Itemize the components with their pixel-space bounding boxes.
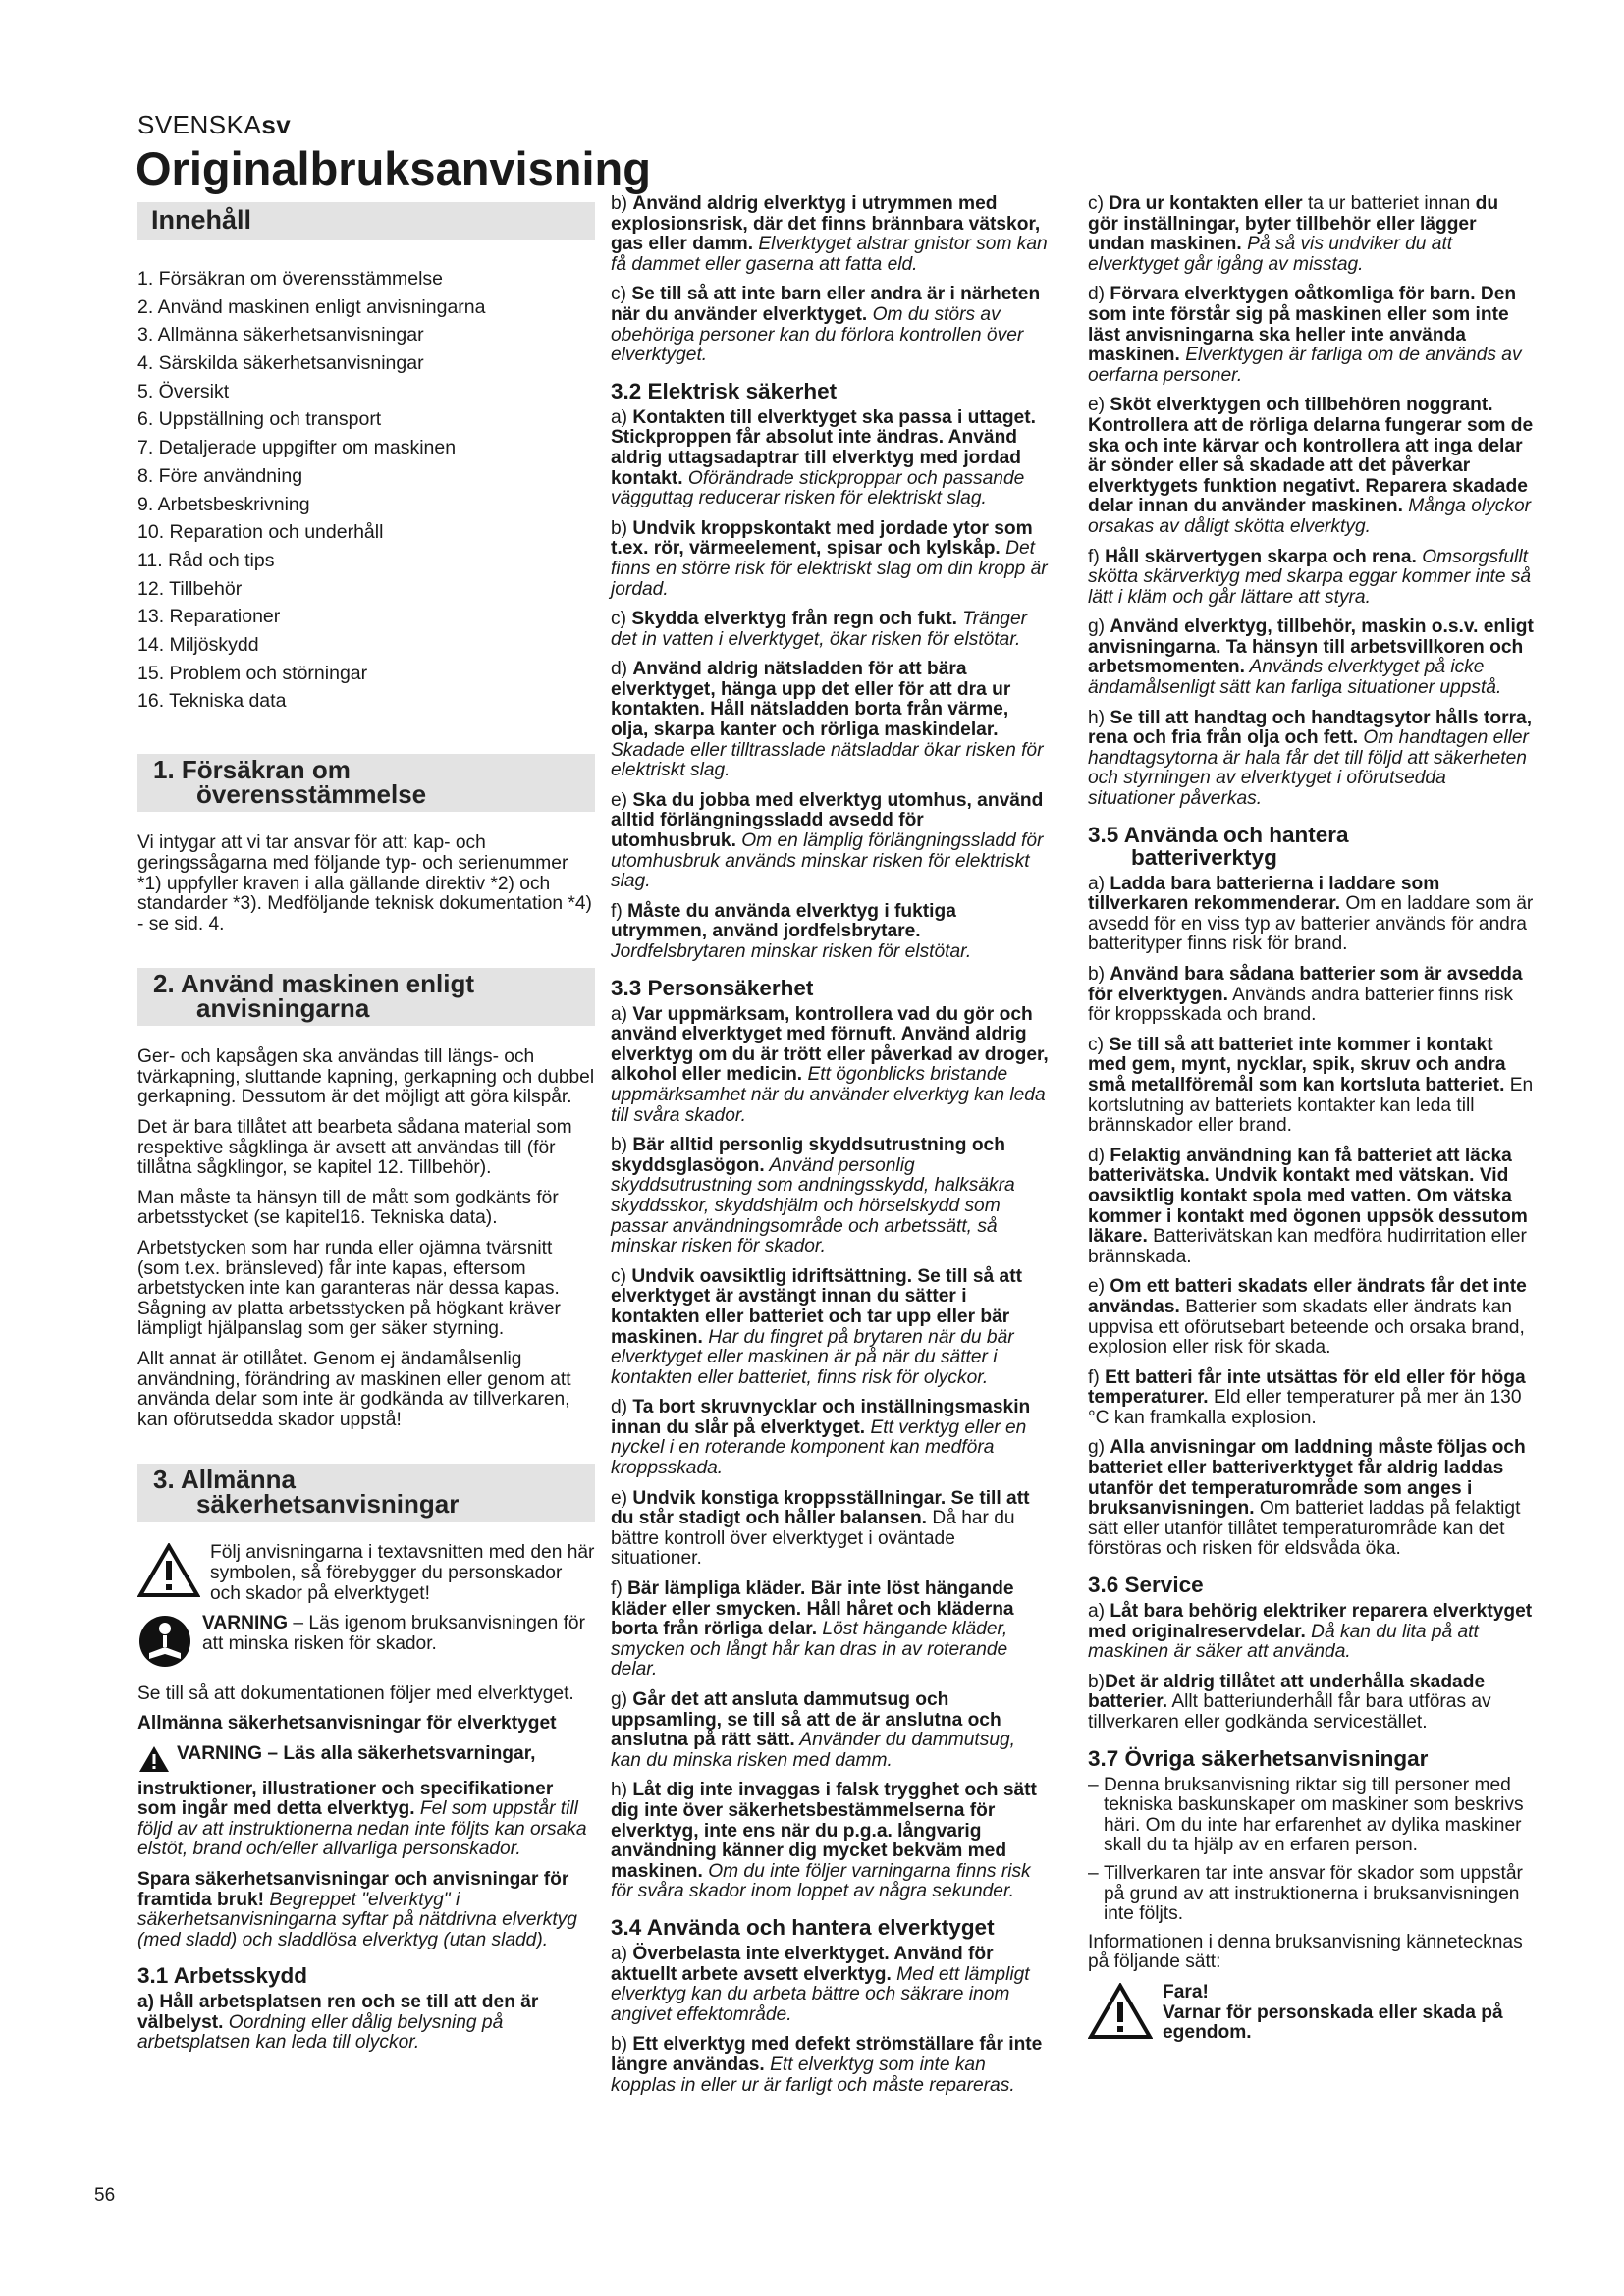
s36-a: a) Låt bara behörig elektriker reparera elverktyget med originalreservdelar. Då kan du lita på att maskinen är säker att använda. xyxy=(1088,1601,1533,1663)
s34-a: a) Överbelasta inte elverktyget. Använd för aktuellt arbete avsett elverktyg. Med ett lämpligt elverktyg kan du arbeta bättre och säkrare inom angivet effektområde. xyxy=(611,1943,1030,2025)
toc-item[interactable]: 3. Allmänna säkerhetsanvisningar xyxy=(137,324,424,347)
s34-d: d) Förvara elverktygen oåtkomliga för barn. Den som inte förstår sig på maskinen eller som inte läst anvisningarna ska heller inte använda maskinen. Elverktygen är farliga om de används av oerfarna personer. xyxy=(1088,284,1522,386)
s32-c: c) Skydda elverktyg från regn och fukt. Tränger det in vatten i elverktyget, ökar risken för elstötar. xyxy=(611,609,1028,650)
s31-a: a) Håll arbetsplatsen ren och se till att den är välbelyst. Oordning eller dålig belysning på arbetsplatsen kan leda till olyckor. xyxy=(137,1992,539,2054)
warning-note: Följ anvisningarna i textavsnitten med den här symbolen, så förebygger du personskador och skador på elverktyget! xyxy=(137,1543,595,1604)
toc-item[interactable]: 2. Använd maskinen enligt anvisningarna xyxy=(137,295,486,318)
s32-d: d) Använd aldrig nätsladden för att bära elverktyget, hänga upp det eller för att dra ur kontakten. Håll nätsladden borta från värme, olja, skarpa kanter och rörliga maskindelar. Skadade eller tilltrasslade nätsladdar ökar risken för elektriskt slag. xyxy=(611,659,1044,781)
section-2-p2: Det är bara tillåtet att bearbeta sådana material som respektive sågklinga är avsett att användas till (för tillåtna sågklingor, se kapitel 12. Tillbehör). xyxy=(137,1117,572,1179)
toc-item[interactable]: 4. Särskilda säkerhetsanvisningar xyxy=(137,352,424,375)
s31-c: c) Se till så att inte barn eller andra är i närheten när du använder elverktyget. Om du störs av obehöriga personer kan du förlora kontrollen över elverktyget. xyxy=(611,284,1041,366)
subsection-3-6: 3.6 Service xyxy=(1088,1573,1204,1598)
toc-heading: Innehåll xyxy=(137,202,595,240)
list-item: – Denna bruksanvisning riktar sig till personer med tekniska baskunskaper om maskiner som beskrivs häri. Om du inte har erfarenhet av dylika maskiner skall du ta hjälp av en erfaren person. xyxy=(1088,1774,1524,1856)
s32-f: f) Måste du använda elverktyg i fuktiga utrymmen, använd jordfelsbrytare. Jordfelsbrytaren minskar risken för elstötar. xyxy=(611,900,972,962)
s32-e: e) Ska du jobba med elverktyg utomhus, använd alltid förlängningssladd avsedd för utomhusbruk. Om en lämplig förlängningssladd för utomhusbruk används minskar risken för elektriskt slag. xyxy=(611,789,1044,892)
toc-item[interactable]: 6. Uppställning och transport xyxy=(137,408,382,431)
read-manual-note: VARNING – Läs igenom bruksanvisningen för att minska risken för skador. xyxy=(137,1614,595,1675)
section-2-p4: Arbetstycken som har runda eller ojämna tvärsnitt (som t.ex. bränsleved) får inte kapas, eftersom arbetstycken inte kan garanteras när dessa kapas. Sågning av platta arbetsstycken på högkant kräver lämpligt hjälpanslag som ger säker styrning. xyxy=(137,1238,561,1340)
page-title: Originalbruksanvisning xyxy=(135,142,651,194)
warning-all: VARNING – Läs alla säkerhetsvarningar, instruktioner, illustrationer och specifikationer som ingår med detta elverktyg. Fel som uppstår till följd av att instruktionerna nedan inte följts kan orsaka elstöt, brand och/eller allvarliga personskador. xyxy=(137,1742,587,1860)
section-1-text: Vi intygar att vi tar ansvar för att: kap- och geringssågarna med följande typ- och serienummer *1) uppfyller kraven i alla gällande direktiv *2) och standarder *3). Medföljande teknisk dokumentation *4) - se sid. 4. xyxy=(137,832,592,934)
toc-item[interactable]: 16. Tekniska data xyxy=(137,690,287,713)
danger-legend: Fara! Varnar för personskada eller skada på egendom. xyxy=(1088,1983,1534,2046)
s34-g: g) Använd elverktyg, tillbehör, maskin o.s.v. enligt anvisningarna. Ta hänsyn till arbetsvillkoren och arbetsmomenten. Används elverktyget på icke ändamålsenligt sätt kan farliga situationer uppstå. xyxy=(1088,616,1534,699)
toc-item[interactable]: 8. Före användning xyxy=(137,464,303,487)
s33-a: a) Var uppmärksam, kontrollera vad du gör och använd elverktyget med förnuft. Använd aldrig elverktyg om du är trött eller påverkad av droger, alkohol eller medicin. Ett ögonblicks bristande uppmärksamhet när du använder elverktyg kan leda till svåra skador. xyxy=(611,1003,1049,1126)
subsection-3-4: 3.4 Använda och hantera elverktyget xyxy=(611,1914,995,1940)
toc-item[interactable]: 7. Detaljerade uppgifter om maskinen xyxy=(137,437,457,459)
s35-c: c) Se till så att batteriet inte kommer i kontakt med gem, mynt, nycklar, spik, skruv och andra små metallföremål som kan kortsluta batteriet. En kortslutning av batteriets kontakter kan leda till brännskador eller brand. xyxy=(1088,1034,1534,1137)
s31-b: b) Använd aldrig elverktyg i utrymmen med explosionsrisk, där det finns brännbara vätskor, gas eller damm. Elverktyget alstrar gnistor som kan få dammet eller gaserna att fatta eld. xyxy=(611,193,1048,275)
s33-c: c) Undvik oavsiktlig idriftsättning. Se till så att elverktyget är avstängt innan du sätter i kontakten eller batteriet och tar upp eller bär maskinen. Har du fingret på brytaren när du bär elverktyget eller maskinen är på när du sätter i kontakten eller batteriet, finns risk för olyckor. xyxy=(611,1265,1023,1388)
s33-g: g) Går det att ansluta dammutsug och uppsamling, se till så att de är anslutna och anslutna på rätt sätt. Använder du dammutsug, kan du minska risken med damm. xyxy=(611,1689,1015,1771)
s33-e: e) Undvik konstiga kroppsställningar. Se till att du står stadigt och håller balansen. Då har du bättre kontroll över elverktyget i oväntade situationer. xyxy=(611,1487,1030,1570)
s34-b: b) Ett elverktyg med defekt strömställare får inte längre användas. Ett elverktyg som inte kan kopplas in eller ur är farligt och måste repareras. xyxy=(611,2034,1043,2096)
read-manual-icon xyxy=(137,1614,192,1675)
s34-h: h) Se till att handtag och handtagsytor hålls torra, rena och fria från olja och fett. Om handtagen eller handtagsytorna är hala får det till följd att säkerheten och styrningen av elverktyget i oförutsedda situationer påverkas. xyxy=(1088,707,1533,810)
toc-item[interactable]: 10. Reparation och underhåll xyxy=(137,521,384,544)
docs-note: Se till så att dokumentationen följer med elverktyget. xyxy=(137,1682,574,1704)
s35-d: d) Felaktig användning kan få batteriet att läcka batterivätska. Undvik kontakt med vätskan. Vid oavsiktlig kontakt spola med vatten. Om vätska kommer i kontakt med ögonen uppsök dessutom läkare. Batterivätskan kan medföra hudirritation eller brännskada. xyxy=(1088,1145,1528,1267)
page-number: 56 xyxy=(94,2185,116,2206)
toc-item[interactable]: 1. Försäkran om överensstämmelse xyxy=(137,268,444,290)
section-1-heading: 1. Försäkran om överensstämmelse xyxy=(137,754,595,812)
general-safety-title: Allmänna säkerhetsanvisningar för elverktyget xyxy=(137,1713,557,1735)
toc-item[interactable]: 13. Reparationer xyxy=(137,606,281,628)
s33-d: d) Ta bort skruvnycklar och inställningsmaskin innan du slår på elverktyget. Ett verktyg eller en nyckel i en roterande komponent kan medföra kroppsskada. xyxy=(611,1397,1031,1479)
toc-item[interactable]: 14. Miljöskydd xyxy=(137,633,259,656)
s34-f: f) Håll skärvertygen skarpa och rena. Omsorgsfullt skötta skärverktyg med skarpa eggar kommer inte så lätt i kläm och går lättare att styra. xyxy=(1088,546,1532,608)
subsection-3-2: 3.2 Elektrisk säkerhet xyxy=(611,378,838,403)
subsection-3-5: 3.5 Använda och hantera batteriverktyg xyxy=(1088,822,1349,870)
section-3-heading: 3. Allmänna säkerhetsanvisningar xyxy=(137,1464,595,1522)
toc-item[interactable]: 11. Råd och tips xyxy=(137,549,275,571)
warning-triangle-icon xyxy=(1088,1983,1153,2046)
s37-info: Informationen i denna bruksanvisning kännetecknas på följande sätt: xyxy=(1088,1931,1523,1973)
s35-b: b) Använd bara sådana batterier som är avsedda för elverktygen. Används andra batterier finns risk för kroppsskada och brand. xyxy=(1088,964,1523,1026)
warning-triangle-icon xyxy=(137,1543,200,1604)
s35-g: g) Alla anvisningar om laddning måste följas och batteriet eller batteriverktyget får aldrig laddas utanför det temperaturområde som anges i bruksanvisningen. Om batteriet laddas på felaktigt sätt eller utanför tillåtet temperaturområde kan det förstöras och risken för eldsvåda öka. xyxy=(1088,1437,1526,1560)
s33-h: h) Låt dig inte invaggas i falsk trygghet och sätt dig inte över säkerhetsbestämmelserna för elverktyg, inte ens när du p.g.a. långvarig användning känner dig mycket bekväm med maskinen. Om du inte följer varningarna finns risk för svåra skador inom loppet av några sekunder. xyxy=(611,1780,1037,1902)
language-header: SVENSKAsv xyxy=(137,110,292,139)
toc-item[interactable]: 15. Problem och störningar xyxy=(137,662,368,684)
s35-f: f) Ett batteri får inte utsättas för eld eller för höga temperaturer. Eld eller temperaturer på mer än 130 °C kan framkalla explosion. xyxy=(1088,1366,1526,1428)
column-2 xyxy=(611,194,1051,2106)
toc-item[interactable]: 12. Tillbehör xyxy=(137,577,243,600)
section-2-p1: Ger- och kapsågen ska användas till längs- och tvärkapning, sluttande kapning, gerkapning och dubbel gerkapning. Dessutom är det möjligt att göra kilspår. xyxy=(137,1046,595,1108)
subsection-3-7: 3.7 Övriga säkerhetsanvisningar xyxy=(1088,1745,1429,1771)
list-item: – Tillverkaren tar inte ansvar för skador som uppstår på grund av att instruktionerna i bruksanvisningen inte följts. xyxy=(1088,1862,1523,1925)
section-2-p5: Allt annat är otillåtet. Genom ej ändamålsenlig användning, förändring av maskinen eller genom att använda delar som inte är godkända av tillverkaren, kan oförutsedda skador uppstå! xyxy=(137,1349,571,1430)
section-2-p3: Man måste ta hänsyn till de mått som godkänts för arbetsstycket (se kapitel16. Tekniska data). xyxy=(137,1187,559,1229)
subsection-3-1: 3.1 Arbetsskydd xyxy=(137,1963,307,1989)
s33-f: f) Bär lämpliga kläder. Bär inte löst hängande kläder eller smycken. Håll håret och kläderna borta från rörliga delar. Löst hängande kläder, smycken och långt hår kan dras in av roterande delar. xyxy=(611,1578,1014,1681)
toc-item[interactable]: 9. Arbetsbeskrivning xyxy=(137,493,310,515)
warning-small-icon xyxy=(137,1744,171,1780)
s35-e: e) Om ett batteri skadats eller ändrats får det inte användas. Batterier som skadats eller ändrats kan uppvisa ett oförutsebart beteende och orsaka brand, explosion eller risk för skada. xyxy=(1088,1276,1527,1359)
save-instructions: Spara säkerhetsanvisningar och anvisningar för framtida bruk! Begreppet "elverktyg" i säkerhetsanvisningarna syftar på nätdrivna elverktyg (med sladd) och sladdlösa elverktyg (utan sladd). xyxy=(137,1868,577,1950)
subsection-3-3: 3.3 Personsäkerhet xyxy=(611,975,814,1000)
column-1 xyxy=(137,202,595,2063)
s34-e: e) Sköt elverktygen och tillbehören noggrant. Kontrollera att de rörliga delarna fungerar som de ska och inte kärvar och kontrollera att inga delar är sönder eller så skadade att det påverkar elverktygets funktion negativt. Reparera skadade delar innan du använder maskinen. Många olyckor orsakas av dåligt skötta elverktyg. xyxy=(1088,395,1534,537)
column-3 xyxy=(1088,194,1534,2056)
s32-b: b) Undvik kroppskontakt med jordade ytor som t.ex. rör, värmeelement, spisar och kylskåp. Det finns en större risk för elektriskt slag om din kropp är jordad. xyxy=(611,517,1048,600)
toc-list xyxy=(137,269,595,711)
s32-a: a) Kontakten till elverktyget ska passa i uttaget. Stickproppen får absolut inte ändras. Använd aldrig uttagsadaptrar till elverktyg med jordad kontakt. Oförändrade stickproppar och passande vägguttag reducerar risken för elektriskt slag. xyxy=(611,406,1036,509)
s35-a: a) Ladda bara batterierna i laddare som tillverkaren rekommenderar. Om en laddare som är avsedd för en viss typ av batterier används för andra batterityper finns risk för brand. xyxy=(1088,873,1534,955)
s36-b: b)Det är aldrig tillåtet att underhålla skadade batterier. Allt batteriunderhåll får bara utföras av tillverkaren eller godkända servicestället. xyxy=(1088,1671,1491,1733)
s33-b: b) Bär alltid personlig skyddsutrustning och skyddsglasögon. Använd personlig skyddsutrustning som andningsskydd, halksäkra skyddsskor, skyddshjälm och hörselskydd som passar användningsområde och arbetssätt, så minskar risken för skador. xyxy=(611,1135,1015,1257)
s34-c: c) Dra ur kontakten eller ta ur batteriet innan du gör inställningar, byter tillbehör eller lägger undan maskinen. På så vis undviker du att elverktyget går igång av misstag. xyxy=(1088,193,1499,275)
section-2-heading: 2. Använd maskinen enligt anvisningarna xyxy=(137,968,595,1026)
toc-item[interactable]: 5. Översikt xyxy=(137,380,230,402)
